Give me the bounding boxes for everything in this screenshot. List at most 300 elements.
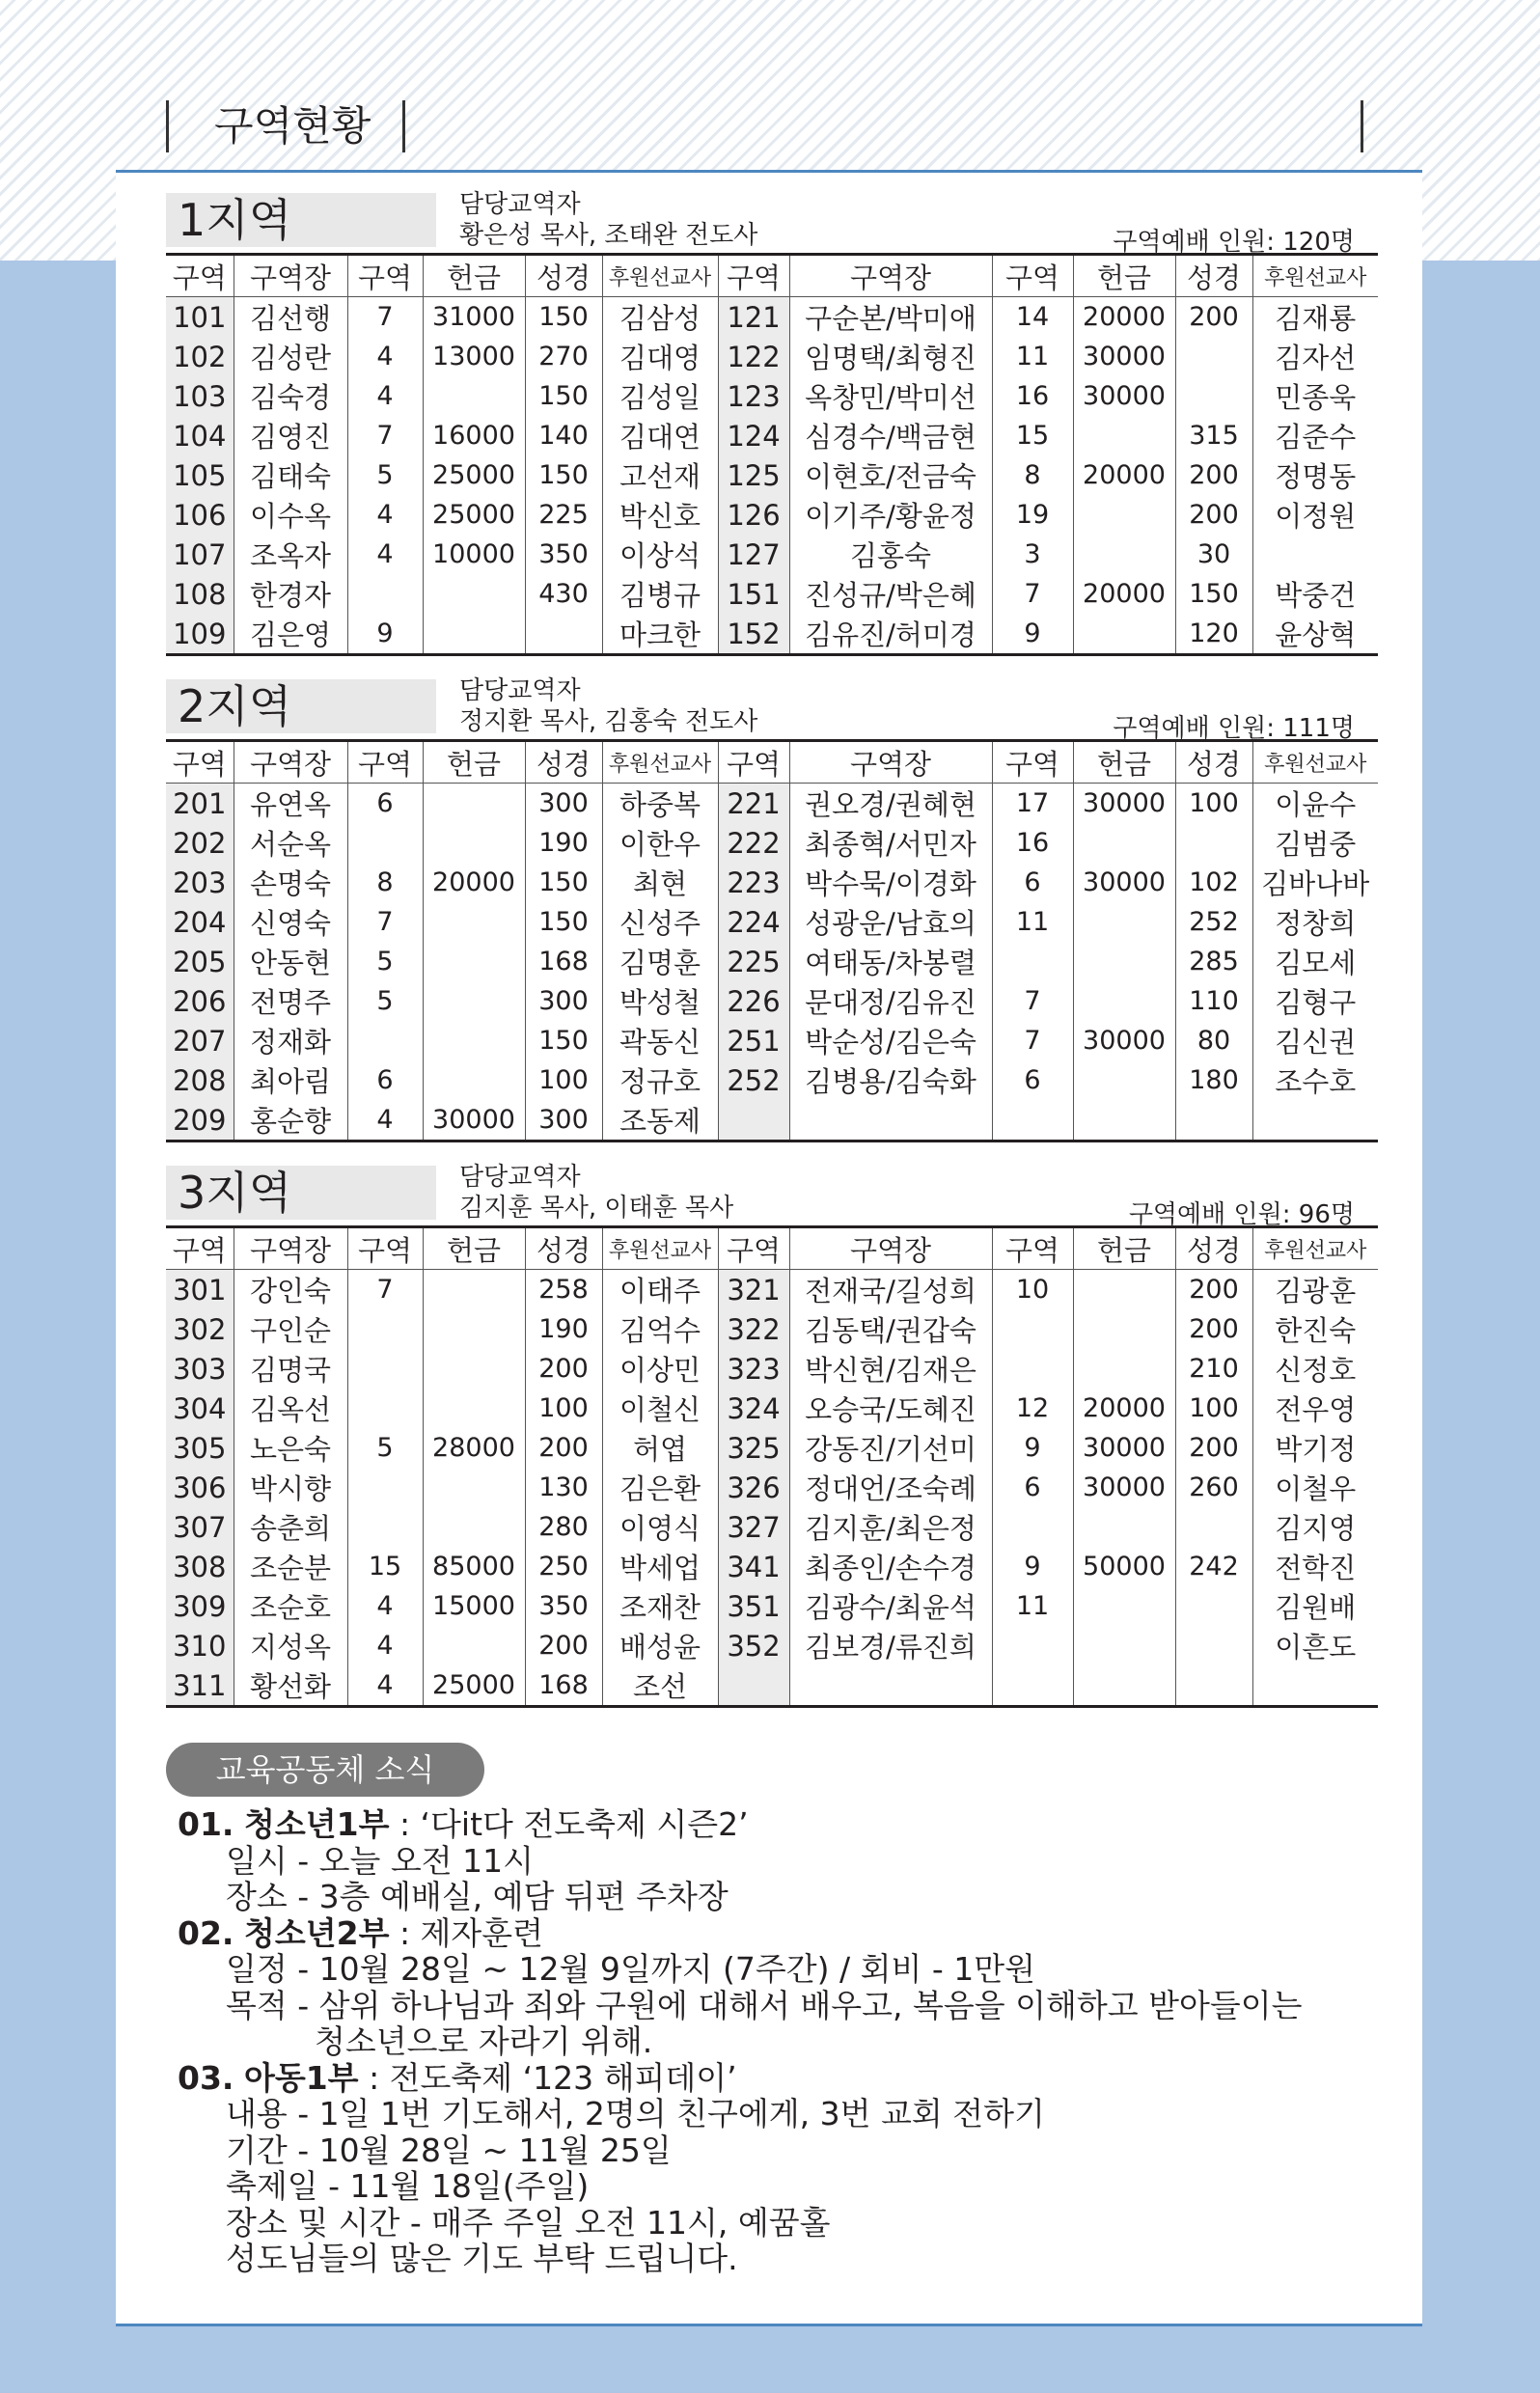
table-cell <box>347 1349 423 1389</box>
table-cell <box>347 574 423 614</box>
table-cell: 10 <box>992 1270 1073 1310</box>
table-row <box>166 455 1378 495</box>
table-cell: 8 <box>992 455 1073 495</box>
table-cell: 30000 <box>1073 1428 1175 1468</box>
table-cell: 김범중 <box>1252 823 1378 863</box>
table-cell <box>423 1021 525 1060</box>
table-cell <box>1252 1100 1378 1141</box>
table-cell: 270 <box>525 337 602 376</box>
table-cell: 300 <box>525 981 602 1021</box>
table-cell: 이태주 <box>602 1270 718 1310</box>
table-cell: 김억수 <box>602 1309 718 1349</box>
table-cell: 6 <box>347 1060 423 1100</box>
table-cell: 168 <box>525 942 602 981</box>
table-cell: 125 <box>718 455 789 495</box>
table-cell: 200 <box>1175 495 1252 535</box>
region-name: 1지역 <box>166 193 436 247</box>
table-cell: 30000 <box>1073 337 1175 376</box>
table-cell: 박순성/김은숙 <box>789 1021 992 1060</box>
column-header: 헌금 <box>1073 255 1175 297</box>
table-cell: 105 <box>166 455 234 495</box>
table-cell <box>1175 376 1252 416</box>
table-cell: 9 <box>992 614 1073 655</box>
table-row <box>166 981 1378 1021</box>
table-cell: 17 <box>992 784 1073 824</box>
news-item-dept: 청소년1부 <box>243 1805 390 1843</box>
region-header <box>166 1162 1378 1229</box>
news-item-dept: 아동1부 <box>243 2058 359 2097</box>
table-cell: 전학진 <box>1252 1547 1378 1586</box>
table-cell: 252 <box>1175 902 1252 942</box>
table-cell: 323 <box>718 1349 789 1389</box>
table-cell: 14 <box>992 297 1073 338</box>
table-cell: 260 <box>1175 1468 1252 1507</box>
table-cell: 최아림 <box>234 1060 347 1100</box>
table-cell: 손명숙 <box>234 863 347 902</box>
table-cell: 127 <box>718 535 789 574</box>
table-cell: 하중복 <box>602 784 718 824</box>
table-cell <box>789 1665 992 1707</box>
table-cell: 100 <box>525 1389 602 1428</box>
news-item-line: 장소 - 3층 예배실, 예담 뒤편 주차장 <box>226 1878 729 1915</box>
table-cell: 102 <box>166 337 234 376</box>
table-cell: 20000 <box>1073 455 1175 495</box>
table-cell: 김성일 <box>602 376 718 416</box>
table-cell: 오승국/도혜진 <box>789 1389 992 1428</box>
district-table <box>166 1225 1378 1708</box>
column-header: 구역 <box>992 741 1073 784</box>
table-cell: 이기주/황윤정 <box>789 495 992 535</box>
table-cell: 150 <box>525 902 602 942</box>
table-cell: 304 <box>166 1389 234 1428</box>
table-cell: 조순호 <box>234 1586 347 1626</box>
table-cell: 107 <box>166 535 234 574</box>
news-item-line: 일시 - 오늘 오전 11시 <box>226 1841 535 1880</box>
table-cell: 박기정 <box>1252 1428 1378 1468</box>
table-cell <box>992 1665 1073 1707</box>
column-header: 헌금 <box>423 1227 525 1270</box>
table-cell: 3 <box>992 535 1073 574</box>
column-header: 후원선교사 <box>602 255 718 297</box>
news-item-line: 축제일 - 11월 18일(주일) <box>226 2167 590 2205</box>
column-header: 성경 <box>525 255 602 297</box>
column-header: 성경 <box>1175 1227 1252 1270</box>
table-cell: 20000 <box>1073 574 1175 614</box>
table-cell <box>992 1309 1073 1349</box>
table-cell <box>1073 495 1175 535</box>
table-cell: 김원배 <box>1252 1586 1378 1626</box>
table-cell: 김은환 <box>602 1468 718 1507</box>
table-cell: 101 <box>166 297 234 338</box>
table-cell: 김신권 <box>1252 1021 1378 1060</box>
table-cell: 노은숙 <box>234 1428 347 1468</box>
column-header: 후원선교사 <box>1252 1227 1378 1270</box>
table-cell <box>423 1389 525 1428</box>
table-cell: 이수옥 <box>234 495 347 535</box>
table-cell: 김바나바 <box>1252 863 1378 902</box>
table-cell <box>423 823 525 863</box>
table-cell: 11 <box>992 902 1073 942</box>
table-cell: 250 <box>525 1547 602 1586</box>
table-cell: 홍순향 <box>234 1100 347 1141</box>
table-cell: 225 <box>525 495 602 535</box>
news-item-line-continuation: 청소년으로 자라기 위해. <box>315 2022 653 2060</box>
table-cell: 김지훈/최은정 <box>789 1507 992 1547</box>
table-cell: 126 <box>718 495 789 535</box>
table-cell: 신성주 <box>602 902 718 942</box>
table-cell: 168 <box>525 1665 602 1707</box>
news-item-subject: : 제자훈련 <box>389 1913 544 1952</box>
table-cell: 김옥선 <box>234 1389 347 1428</box>
table-cell <box>1073 1626 1175 1665</box>
news-item-title <box>178 1806 1393 1843</box>
table-cell: 100 <box>525 1060 602 1100</box>
officer-names: 김지훈 목사, 이태훈 목사 <box>459 1194 734 1223</box>
table-cell: 7 <box>992 1021 1073 1060</box>
table-cell: 4 <box>347 535 423 574</box>
column-header: 후원선교사 <box>602 1227 718 1270</box>
table-cell: 202 <box>166 823 234 863</box>
table-cell: 252 <box>718 1060 789 1100</box>
table-cell <box>423 1309 525 1349</box>
table-cell: 280 <box>525 1507 602 1547</box>
table-cell: 곽동신 <box>602 1021 718 1060</box>
table-cell: 김병규 <box>602 574 718 614</box>
table-cell: 322 <box>718 1309 789 1349</box>
page-bottom-rule <box>116 2324 1422 2326</box>
table-cell: 208 <box>166 1060 234 1100</box>
table-cell: 9 <box>992 1547 1073 1586</box>
table-cell: 30 <box>1175 535 1252 574</box>
table-cell: 205 <box>166 942 234 981</box>
table-cell <box>423 902 525 942</box>
table-cell: 308 <box>166 1547 234 1586</box>
table-cell: 조선 <box>602 1665 718 1707</box>
table-cell: 4 <box>347 1626 423 1665</box>
table-cell <box>1175 1665 1252 1707</box>
table-cell: 6 <box>992 1060 1073 1100</box>
column-header: 후원선교사 <box>1252 741 1378 784</box>
table-cell: 85000 <box>423 1547 525 1586</box>
table-cell <box>423 1060 525 1100</box>
column-header: 성경 <box>525 1227 602 1270</box>
table-cell: 민종욱 <box>1252 376 1378 416</box>
column-header: 구역 <box>718 741 789 784</box>
table-cell <box>423 981 525 1021</box>
table-cell: 327 <box>718 1507 789 1547</box>
table-cell: 김지영 <box>1252 1507 1378 1547</box>
table-cell <box>992 942 1073 981</box>
column-header: 구역 <box>347 1227 423 1270</box>
table-cell: 200 <box>1175 1270 1252 1310</box>
table-cell: 20000 <box>423 863 525 902</box>
table-cell <box>1073 1507 1175 1547</box>
column-header: 성경 <box>1175 741 1252 784</box>
table-row <box>166 902 1378 942</box>
officer-label: 담당교역자 <box>459 1163 581 1192</box>
news-item-subject: : ‘다it다 전도축제 시즌2’ <box>389 1805 749 1843</box>
table-cell: 10000 <box>423 535 525 574</box>
table-cell: 300 <box>525 784 602 824</box>
news-item-line: 목적 - 삼위 하나님과 죄와 구원에 대해서 배우고, 복음을 이해하고 받아들이는 <box>226 1986 1303 2024</box>
news-item-number: 02. <box>178 1913 234 1952</box>
table-cell: 221 <box>718 784 789 824</box>
table-cell: 180 <box>1175 1060 1252 1100</box>
table-cell: 송춘희 <box>234 1507 347 1547</box>
table-cell: 190 <box>525 1309 602 1349</box>
table-cell <box>1073 902 1175 942</box>
table-row <box>166 376 1378 416</box>
column-header: 구역 <box>992 255 1073 297</box>
table-cell: 7 <box>347 297 423 338</box>
table-cell: 150 <box>525 863 602 902</box>
table-cell: 258 <box>525 1270 602 1310</box>
table-cell: 30000 <box>1073 1021 1175 1060</box>
table-cell: 25000 <box>423 1665 525 1707</box>
table-cell: 조재찬 <box>602 1586 718 1626</box>
table-row <box>166 784 1378 824</box>
column-header: 구역장 <box>789 255 992 297</box>
table-cell: 최종인/손수경 <box>789 1547 992 1586</box>
table-row <box>166 1586 1378 1626</box>
table-cell: 25000 <box>423 455 525 495</box>
table-cell: 진성규/박은혜 <box>789 574 992 614</box>
table-cell: 20000 <box>1073 1389 1175 1428</box>
table-cell: 7 <box>992 574 1073 614</box>
table-cell: 강인숙 <box>234 1270 347 1310</box>
table-cell <box>789 1100 992 1141</box>
table-cell: 11 <box>992 1586 1073 1626</box>
district-table <box>166 253 1378 656</box>
table-cell: 5 <box>347 981 423 1021</box>
table-cell: 김자선 <box>1252 337 1378 376</box>
table-cell: 한경자 <box>234 574 347 614</box>
region-1 <box>166 189 1378 656</box>
table-cell: 김형구 <box>1252 981 1378 1021</box>
region-officers <box>459 675 757 737</box>
table-row <box>166 1270 1378 1310</box>
officer-names: 황은성 목사, 조태완 전도사 <box>459 221 758 250</box>
officer-names: 정지환 목사, 김홍숙 전도사 <box>459 707 758 736</box>
table-cell: 204 <box>166 902 234 942</box>
table-cell: 19 <box>992 495 1073 535</box>
table-cell <box>1175 1507 1252 1547</box>
table-cell: 7 <box>347 902 423 942</box>
table-row <box>166 823 1378 863</box>
news-item-title <box>178 1915 1393 1952</box>
header-divider-mid <box>402 100 405 152</box>
table-cell <box>423 574 525 614</box>
table-cell: 구인순 <box>234 1309 347 1349</box>
table-cell: 100 <box>1175 1389 1252 1428</box>
region-header <box>166 189 1378 257</box>
table-cell <box>1175 823 1252 863</box>
table-cell: 30000 <box>423 1100 525 1141</box>
table-row <box>166 1021 1378 1060</box>
table-cell: 140 <box>525 416 602 455</box>
header-divider-right <box>1361 100 1363 152</box>
table-cell: 209 <box>166 1100 234 1141</box>
table-cell: 6 <box>992 863 1073 902</box>
table-row <box>166 863 1378 902</box>
column-header: 헌금 <box>1073 741 1175 784</box>
region-officers <box>459 1162 733 1224</box>
table-cell <box>525 614 602 655</box>
table-cell: 문대정/김유진 <box>789 981 992 1021</box>
table-header-row <box>166 1227 1378 1270</box>
table-cell: 김성란 <box>234 337 347 376</box>
table-row <box>166 1468 1378 1507</box>
table-cell: 김준수 <box>1252 416 1378 455</box>
region-officers <box>459 189 757 251</box>
table-cell: 311 <box>166 1665 234 1707</box>
table-cell: 강동진/기선미 <box>789 1428 992 1468</box>
table-cell <box>1073 1060 1175 1100</box>
table-cell: 150 <box>525 297 602 338</box>
table-row <box>166 1309 1378 1349</box>
column-header: 구역 <box>166 255 234 297</box>
table-cell: 4 <box>347 337 423 376</box>
table-cell: 200 <box>525 1428 602 1468</box>
table-cell <box>423 1626 525 1665</box>
table-cell: 106 <box>166 495 234 535</box>
table-cell: 여태동/차봉렬 <box>789 942 992 981</box>
table-row <box>166 1428 1378 1468</box>
table-cell: 224 <box>718 902 789 942</box>
table-cell: 15000 <box>423 1586 525 1626</box>
table-cell <box>423 376 525 416</box>
table-cell: 김태숙 <box>234 455 347 495</box>
table-cell: 430 <box>525 574 602 614</box>
table-cell: 허엽 <box>602 1428 718 1468</box>
table-cell: 5 <box>347 1428 423 1468</box>
page-title: 구역현황 <box>214 102 371 150</box>
table-cell: 박신현/김재은 <box>789 1349 992 1389</box>
table-cell: 122 <box>718 337 789 376</box>
table-cell <box>1073 1586 1175 1626</box>
table-cell: 전명주 <box>234 981 347 1021</box>
table-row <box>166 1100 1378 1141</box>
table-cell: 352 <box>718 1626 789 1665</box>
column-header: 헌금 <box>423 255 525 297</box>
table-cell <box>347 1507 423 1547</box>
table-cell <box>347 1389 423 1428</box>
table-cell: 30000 <box>1073 784 1175 824</box>
table-cell: 4 <box>347 376 423 416</box>
table-cell: 김보경/류진희 <box>789 1626 992 1665</box>
table-cell: 109 <box>166 614 234 655</box>
table-cell: 조순분 <box>234 1547 347 1586</box>
table-row <box>166 614 1378 655</box>
table-cell: 윤상혁 <box>1252 614 1378 655</box>
table-row <box>166 574 1378 614</box>
table-cell: 20000 <box>1073 297 1175 338</box>
table-row <box>166 495 1378 535</box>
table-cell: 권오경/권혜현 <box>789 784 992 824</box>
table-cell: 옥창민/박미선 <box>789 376 992 416</box>
column-header: 헌금 <box>1073 1227 1175 1270</box>
table-cell <box>992 1100 1073 1141</box>
table-cell: 300 <box>525 1100 602 1141</box>
table-cell <box>423 614 525 655</box>
table-cell: 유연옥 <box>234 784 347 824</box>
table-cell: 151 <box>718 574 789 614</box>
table-cell <box>1175 337 1252 376</box>
table-cell: 303 <box>166 1349 234 1389</box>
table-cell: 김삼성 <box>602 297 718 338</box>
table-cell: 이상석 <box>602 535 718 574</box>
table-cell: 조수호 <box>1252 1060 1378 1100</box>
table-cell: 박신호 <box>602 495 718 535</box>
table-cell: 310 <box>166 1626 234 1665</box>
officer-label: 담당교역자 <box>459 190 581 219</box>
table-cell: 김병용/김숙화 <box>789 1060 992 1100</box>
table-row <box>166 416 1378 455</box>
table-cell: 김홍숙 <box>789 535 992 574</box>
table-cell: 7 <box>347 1270 423 1310</box>
table-cell <box>423 784 525 824</box>
table-cell: 120 <box>1175 614 1252 655</box>
region-2 <box>166 675 1378 1142</box>
table-row <box>166 1389 1378 1428</box>
region-name: 2지역 <box>166 679 436 733</box>
table-cell: 김대영 <box>602 337 718 376</box>
table-cell: 326 <box>718 1468 789 1507</box>
table-cell: 4 <box>347 1100 423 1141</box>
table-cell <box>1252 535 1378 574</box>
table-row <box>166 1060 1378 1100</box>
table-cell <box>1073 535 1175 574</box>
table-cell: 124 <box>718 416 789 455</box>
table-cell: 9 <box>992 1428 1073 1468</box>
table-cell: 80 <box>1175 1021 1252 1060</box>
table-cell: 최현 <box>602 863 718 902</box>
table-cell: 4 <box>347 1665 423 1707</box>
table-cell: 5 <box>347 942 423 981</box>
table-cell <box>992 1626 1073 1665</box>
table-cell: 30000 <box>1073 863 1175 902</box>
district-table <box>166 739 1378 1142</box>
news-item-number: 01. <box>178 1805 234 1843</box>
table-cell: 210 <box>1175 1349 1252 1389</box>
table-cell: 15 <box>992 416 1073 455</box>
table-cell: 박중건 <box>1252 574 1378 614</box>
table-cell: 100 <box>1175 784 1252 824</box>
table-cell: 이상민 <box>602 1349 718 1389</box>
table-cell <box>347 1309 423 1349</box>
table-cell: 150 <box>525 376 602 416</box>
table-cell: 6 <box>347 784 423 824</box>
attendance-count: 구역예배 인원: 111명 <box>1113 714 1355 743</box>
table-cell: 성광운/남효의 <box>789 902 992 942</box>
table-row <box>166 1665 1378 1707</box>
table-cell: 30000 <box>1073 376 1175 416</box>
table-cell: 박세업 <box>602 1547 718 1586</box>
table-cell: 김광훈 <box>1252 1270 1378 1310</box>
table-cell: 마크한 <box>602 614 718 655</box>
column-header: 성경 <box>525 741 602 784</box>
table-cell: 321 <box>718 1270 789 1310</box>
column-header: 구역장 <box>789 741 992 784</box>
table-row <box>166 337 1378 376</box>
table-cell: 이정원 <box>1252 495 1378 535</box>
table-cell: 박수묵/이경화 <box>789 863 992 902</box>
table-cell: 6 <box>992 1468 1073 1507</box>
table-cell: 104 <box>166 416 234 455</box>
table-cell: 200 <box>525 1349 602 1389</box>
news-item-dept: 청소년2부 <box>243 1913 390 1952</box>
table-cell: 152 <box>718 614 789 655</box>
